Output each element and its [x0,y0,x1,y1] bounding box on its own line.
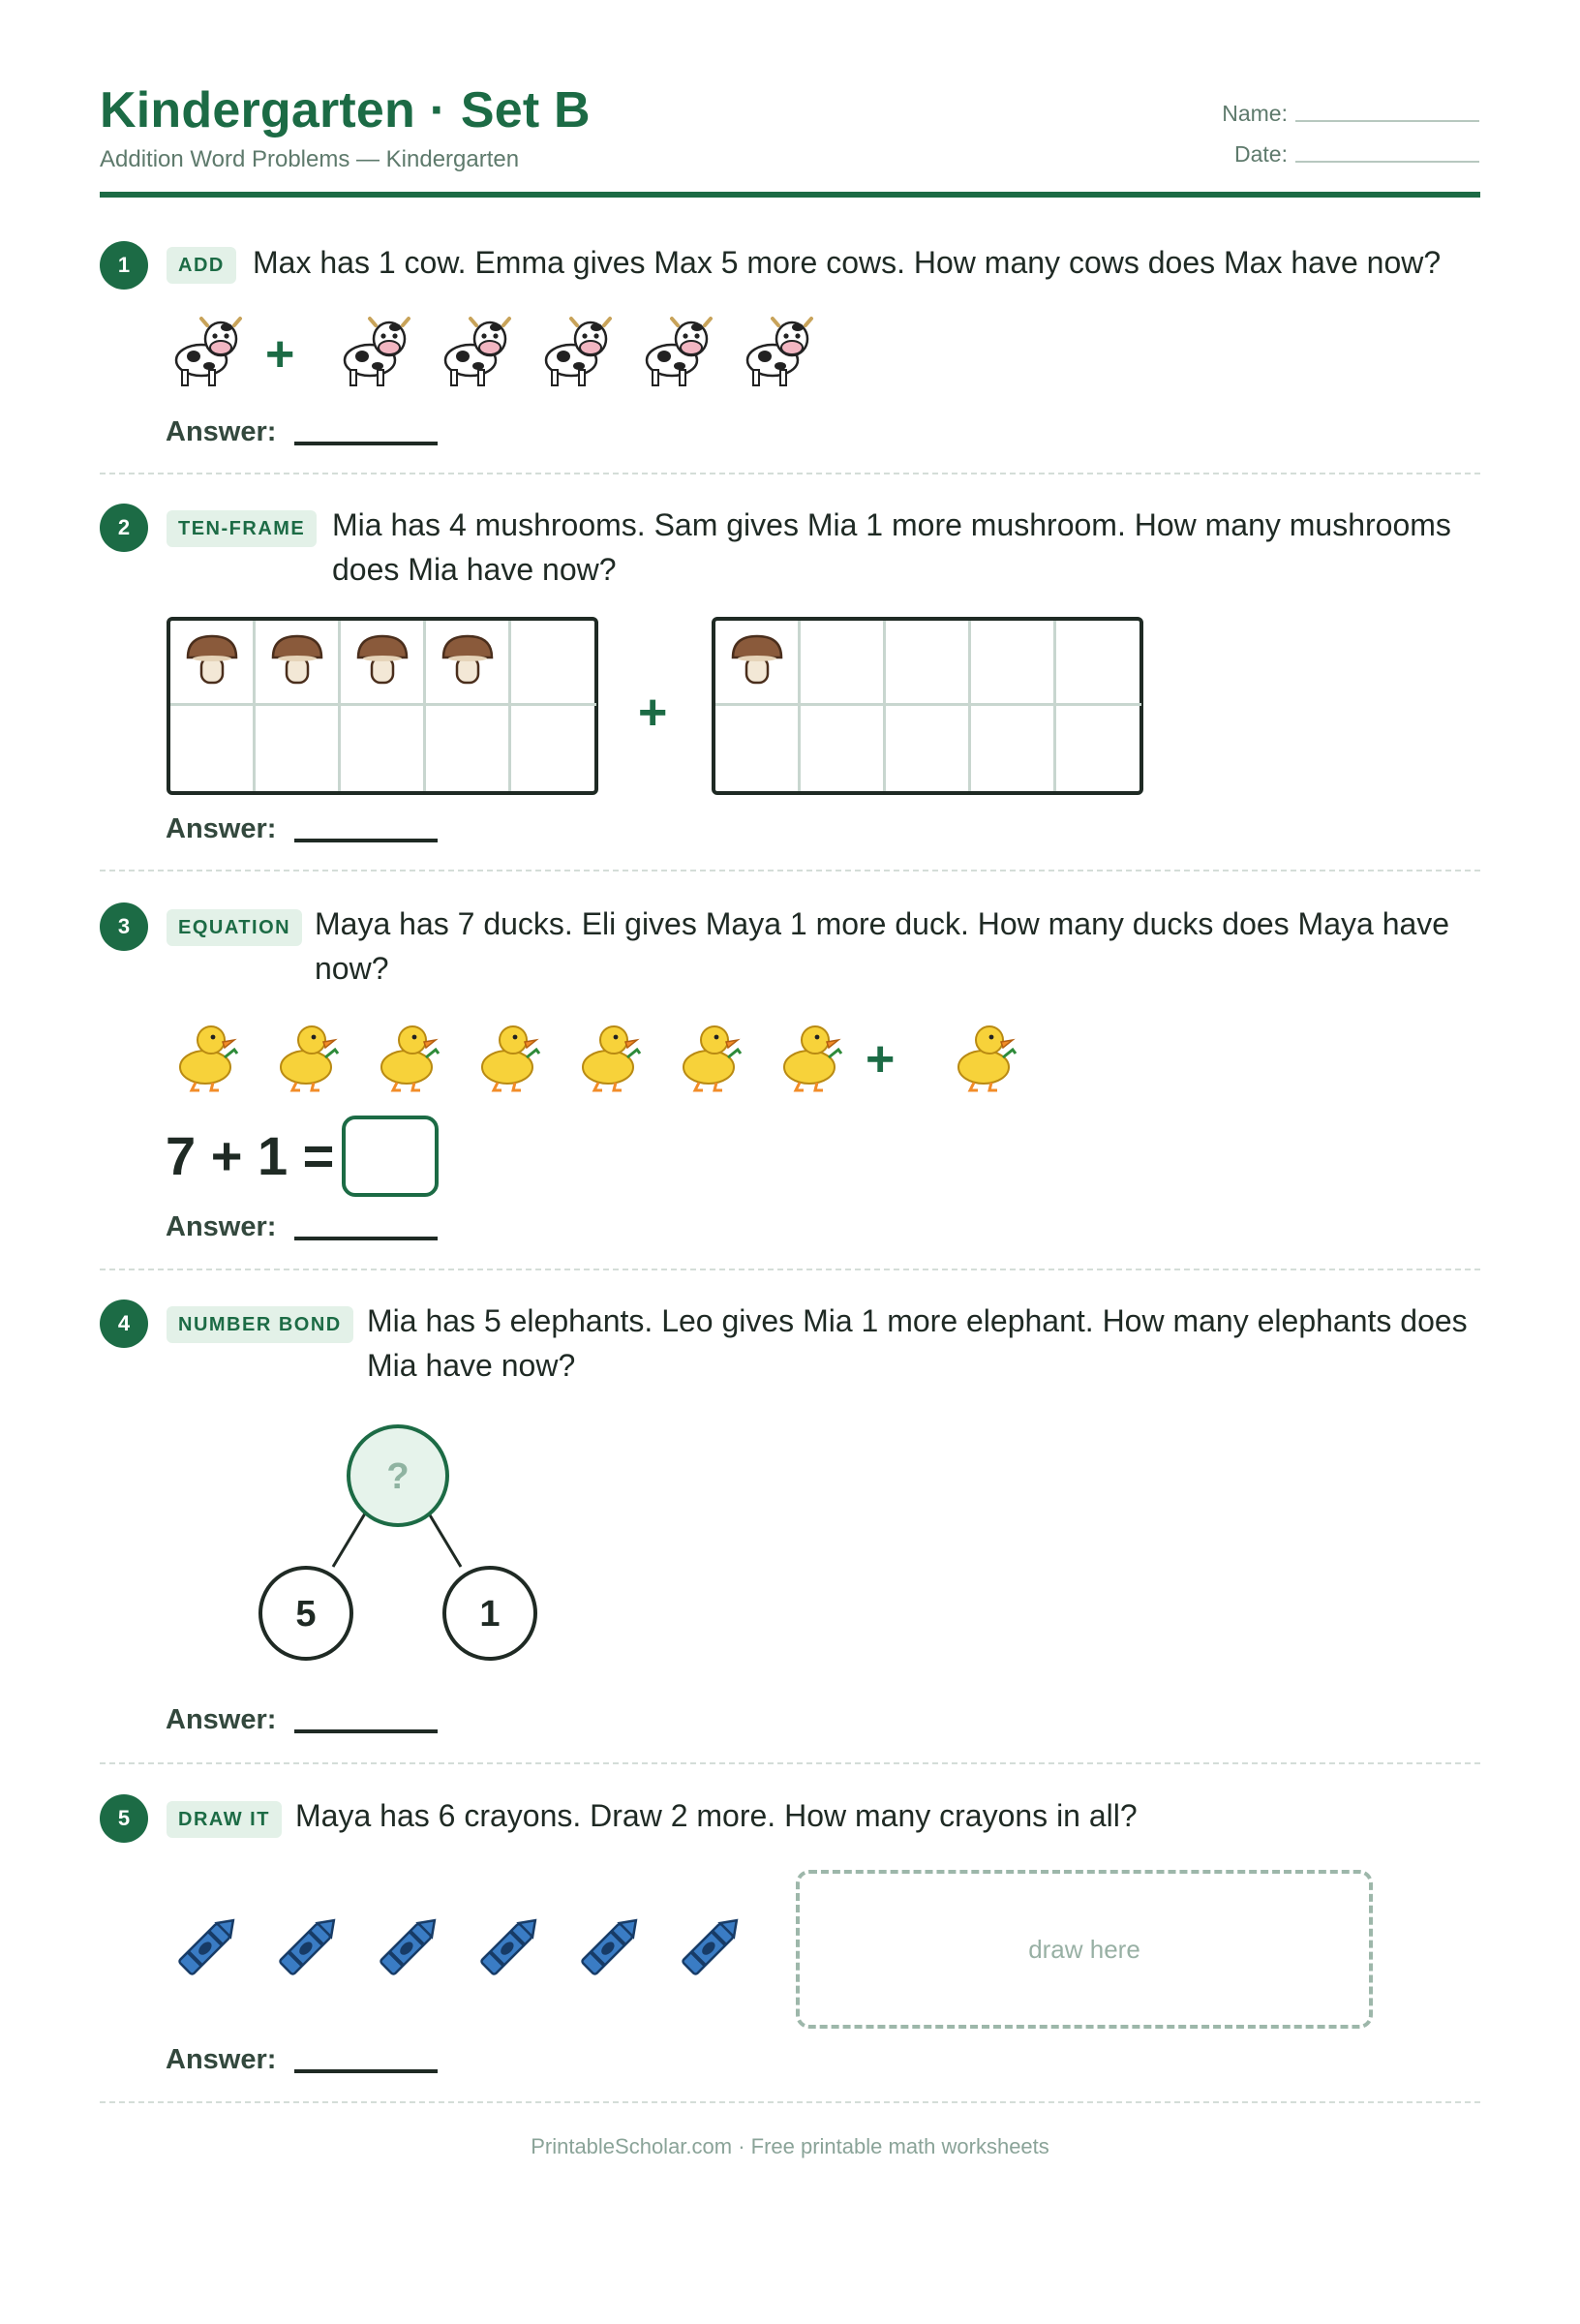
equation-text: 7 + 1 = [166,1125,335,1186]
ten-frame-cell [801,706,886,791]
problem-question-1: Max has 1 cow. Emma gives Max 5 more cows. How many cows does Max have now? [253,245,1442,280]
ten-frame-cell [886,706,971,791]
plus-sign: + [638,685,668,741]
bond-connector [333,1509,368,1567]
cow-icon [637,312,718,398]
ten-frame-cell [886,621,971,706]
divider [100,2101,1480,2103]
date-label: Date: [1234,141,1288,167]
plus-sign: + [866,1031,896,1087]
duck-icon [670,1015,751,1101]
divider [100,473,1480,474]
draw-area[interactable] [796,1870,1373,2029]
date-field[interactable] [1295,161,1479,163]
ten-frame-cell [170,621,256,706]
bond-part-b-text: 1 [479,1594,501,1635]
problem-number-2: 2 [100,504,148,552]
draw-placeholder: draw here [1028,1934,1140,1964]
problem-number-3: 3 [100,902,148,951]
duck-icon [368,1015,449,1101]
ten-frame-cell [715,706,801,791]
mushroom-icon [436,628,500,697]
cow-icon [536,312,618,398]
plus-sign: + [265,326,295,382]
ten-frame-cell [256,621,341,706]
cow-icon [167,312,248,398]
answer-field-4[interactable] [294,1729,438,1733]
problem-question-3: Maya has 7 ducks. Eli gives Maya 1 more duck. How many ducks does Maya have now? [315,906,1450,986]
cow-icon [436,312,517,398]
problem-question-2: Mia has 4 mushrooms. Sam gives Mia 1 more mushroom. How many mushrooms does Mia have now? [332,507,1451,587]
problem-number-4: 4 [100,1300,148,1348]
crayon-icon [167,1906,248,1992]
answer-label-5: Answer: [166,2044,277,2075]
equation-answer-box[interactable] [342,1116,439,1197]
problem-number-1: 1 [100,241,148,290]
problem-tag-1: ADD [167,247,236,284]
crayon-icon [670,1906,751,1992]
answer-label-1: Answer: [166,416,277,447]
mushroom-icon [180,628,244,697]
ten-frame-cell [256,706,341,791]
problem-question-5: Maya has 6 crayons. Draw 2 more. How many crayons in all? [295,1798,1138,1833]
problem-number-5: 5 [100,1794,148,1843]
crayon-icon [267,1906,349,1992]
name-field[interactable] [1295,120,1479,122]
page-subtitle: Addition Word Problems — Kindergarten [100,146,520,172]
cow-icon [335,312,416,398]
divider [100,1762,1480,1764]
ten-frame-cell [1056,621,1141,706]
name-label: Name: [1222,101,1288,126]
ten-frame-a [167,617,598,795]
header-rule [100,192,1480,198]
crayon-icon [569,1906,651,1992]
number-bond-diagram [242,1414,562,1666]
mushroom-icon [265,628,329,697]
crayon-icon [469,1906,550,1992]
mushroom-icon [725,628,789,697]
problem-tag-4: NUMBER BOND [167,1306,353,1343]
ten-frame-cell [341,706,426,791]
duck-icon [267,1015,349,1101]
ten-frame-cell [1056,706,1141,791]
ten-frame-b [712,617,1143,795]
answer-label-3: Answer: [166,1211,277,1242]
ten-frame-cell [971,621,1056,706]
divider [100,1269,1480,1270]
page-title: Kindergarten · Set B [100,82,591,138]
bond-whole-text: ? [386,1456,410,1497]
footer: PrintableScholar.com · Free printable math worksheets [531,2134,1049,2158]
problem-tag-5: DRAW IT [167,1801,282,1838]
answer-label-4: Answer: [166,1704,277,1735]
answer-field-3[interactable] [294,1237,438,1240]
ten-frame-cell [511,706,596,791]
ten-frame-cell [426,621,511,706]
mushroom-icon [350,628,414,697]
divider [100,870,1480,872]
ten-frame-cell [341,621,426,706]
answer-field-1[interactable] [294,442,438,445]
cow-icon [738,312,819,398]
problem-tag-2: TEN-FRAME [167,510,317,547]
ten-frame-cell [801,621,886,706]
ten-frame-cell [426,706,511,791]
duck-icon [167,1015,248,1101]
duck-icon [469,1015,550,1101]
ten-frame-cell [971,706,1056,791]
crayon-icon [368,1906,449,1992]
answer-label-2: Answer: [166,813,277,844]
problem-tag-3: EQUATION [167,909,302,946]
bond-connector [426,1509,461,1567]
ten-frame-cell [170,706,256,791]
ten-frame-cell [715,621,801,706]
answer-field-2[interactable] [294,839,438,842]
bond-part-a-text: 5 [295,1594,317,1635]
duck-icon [569,1015,651,1101]
problem-question-4: Mia has 5 elephants. Leo gives Mia 1 more elephant. How many elephants does Mia have now? [367,1303,1468,1383]
answer-field-5[interactable] [294,2069,438,2073]
ten-frame-cell [511,621,596,706]
duck-icon [771,1015,852,1101]
duck-icon [945,1015,1026,1101]
